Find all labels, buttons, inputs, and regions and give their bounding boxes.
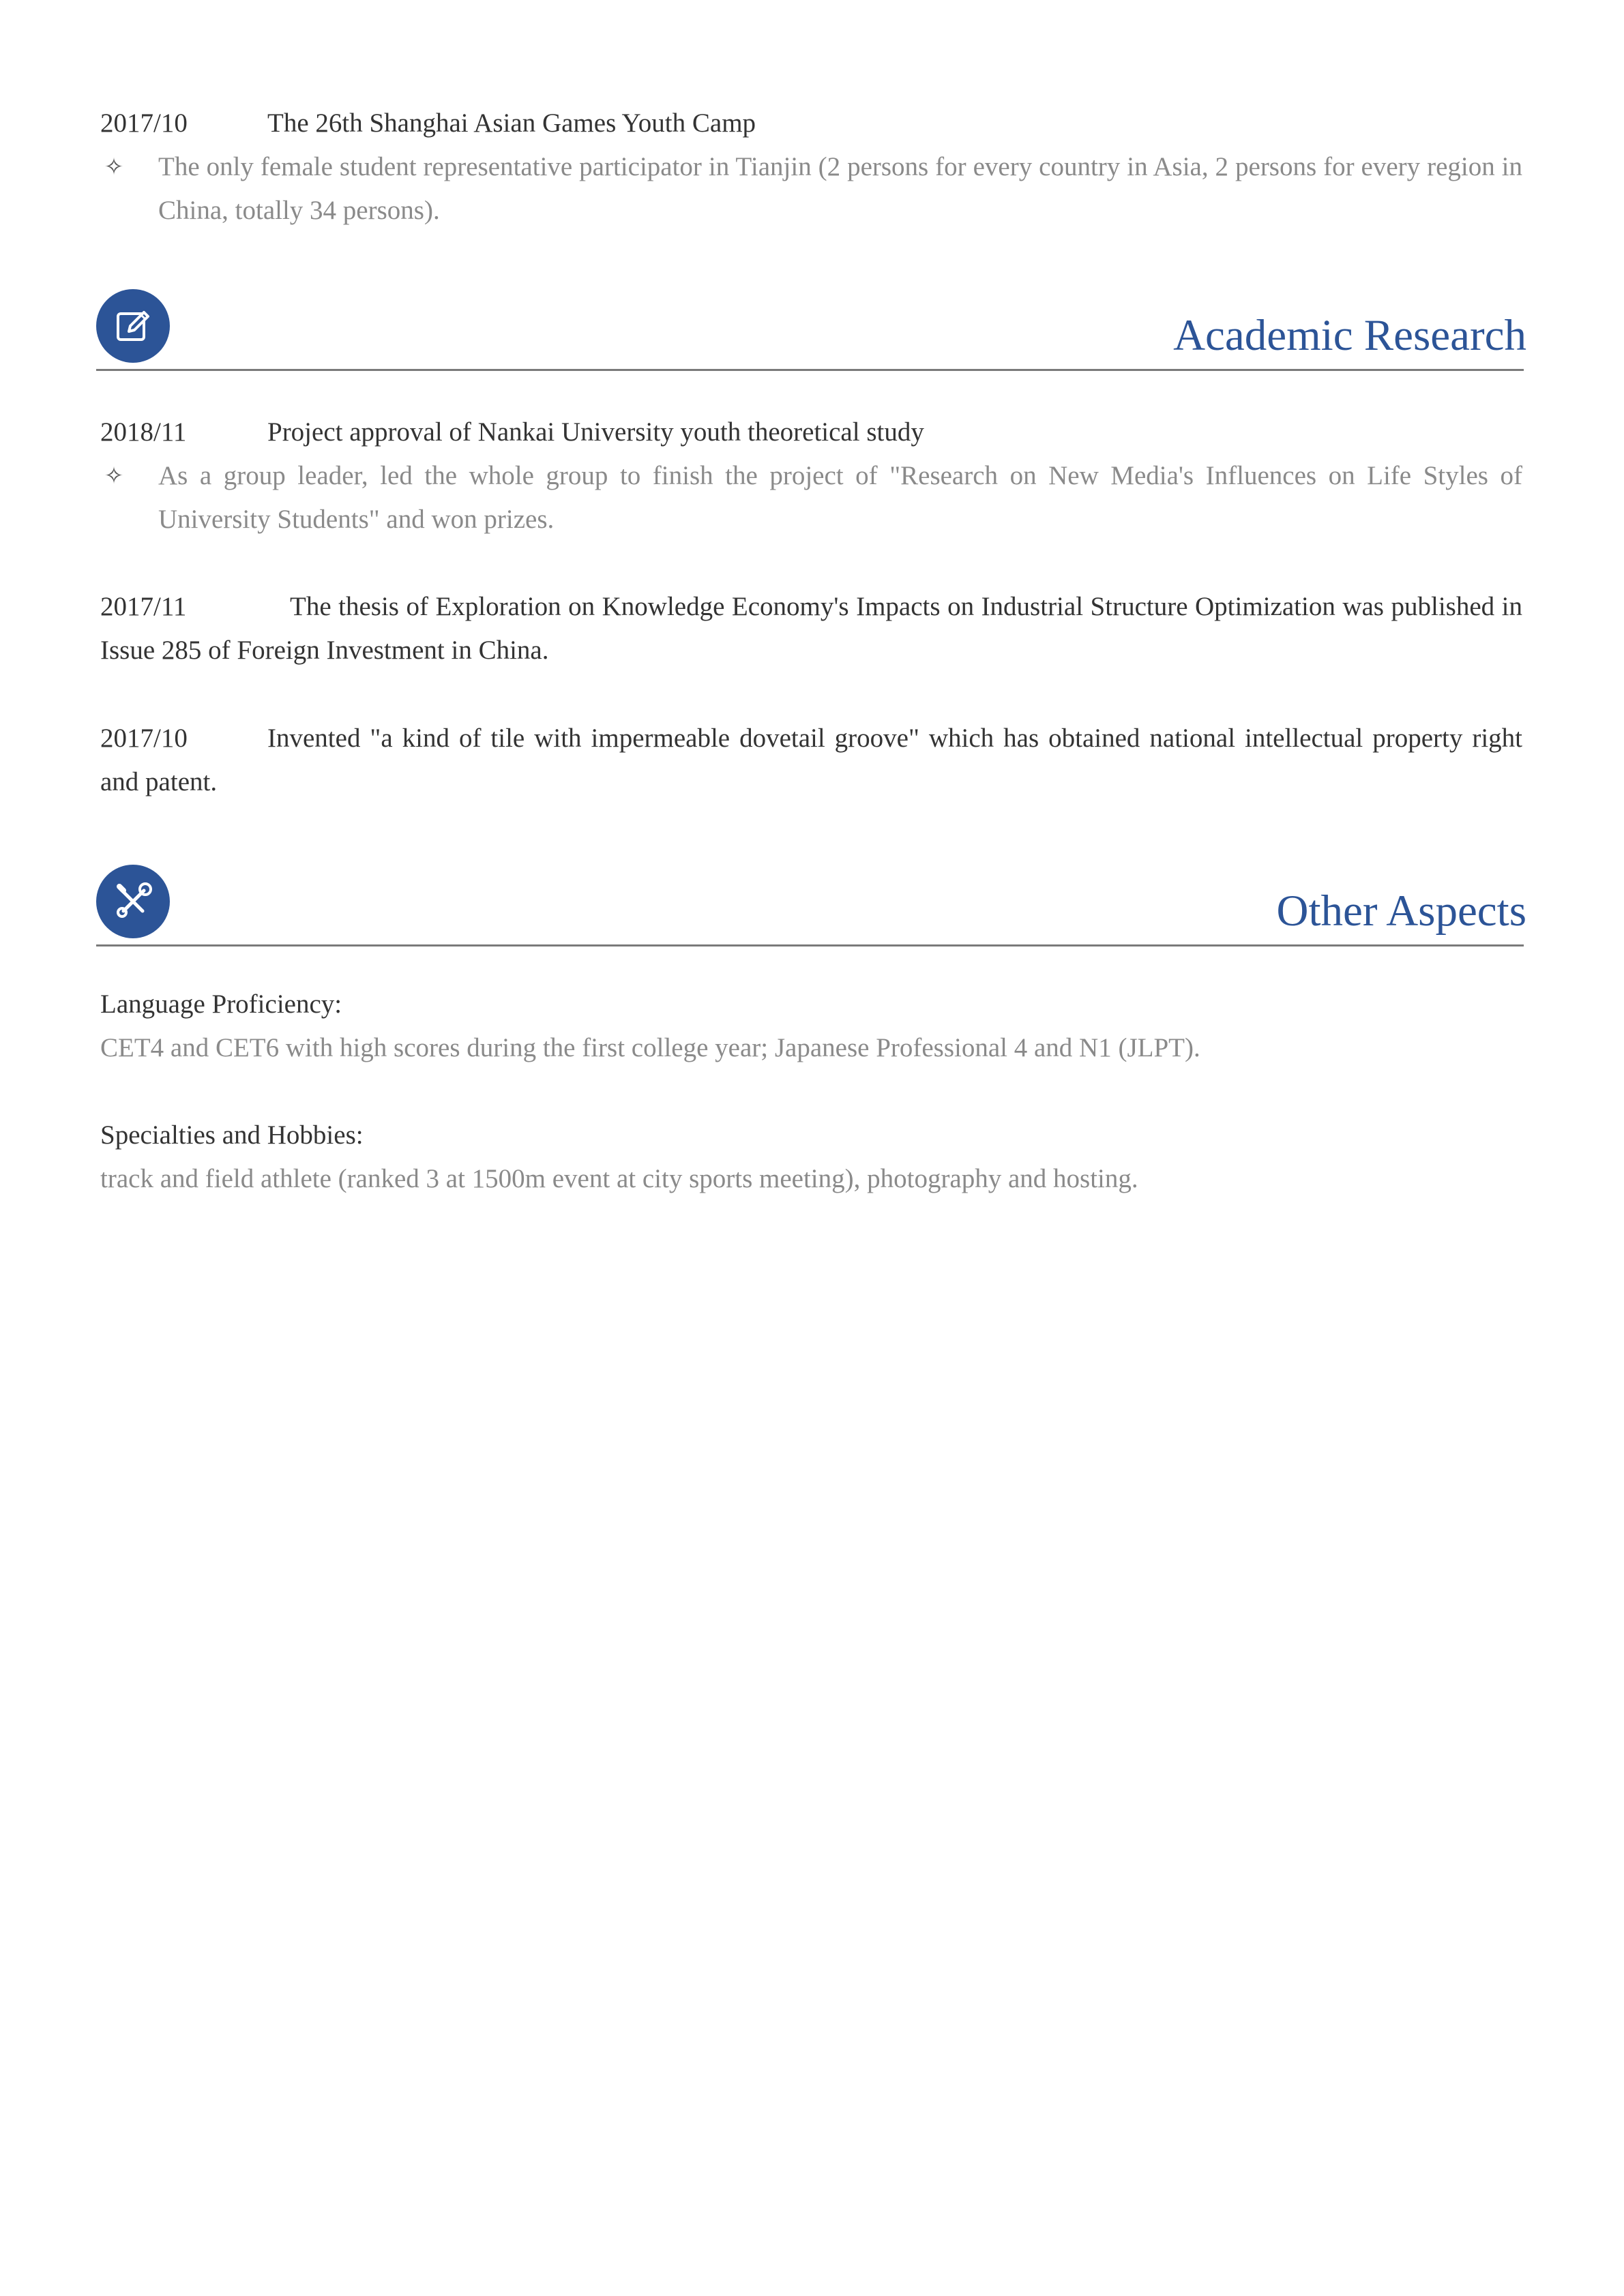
bullet-text: As a group leader, led the whole group to finish the project of "Research on New Media's Influences on Life Styles of University Students" and won prizes. (158, 461, 1522, 534)
patent-entry (100, 717, 1522, 804)
entry-date: 2017/10 (100, 724, 188, 753)
entry-date: 2017/10 (100, 108, 188, 138)
entry-date: 2018/11 (100, 417, 187, 447)
academic-research-header (96, 289, 1524, 371)
language-proficiency-value: CET4 and CET6 with high scores during the first college year; Japanese Professional 4 and N1 (JLPT). (100, 1033, 1200, 1062)
thesis-entry (100, 585, 1522, 672)
tools-icon (96, 865, 170, 938)
youth-camp-entry (100, 102, 1522, 233)
entry-bullet (100, 454, 1522, 541)
entry-header (100, 411, 1522, 454)
section-title: Other Aspects (1276, 886, 1526, 936)
diamond-bullet-icon: ✧ (104, 462, 124, 490)
entry-title: Project approval of Nankai University youth theoretical study (267, 417, 924, 447)
diamond-bullet-icon: ✧ (104, 153, 124, 181)
section-divider (96, 369, 1524, 371)
specialties-hobbies-label: Specialties and Hobbies: (100, 1120, 364, 1150)
entry-text: Invented "a kind of tile with impermeable dovetail groove" which has obtained national intellectual property right and patent. (100, 724, 1522, 796)
entry-bullet (100, 145, 1522, 233)
other-aspects-header (96, 865, 1524, 946)
language-proficiency-label: Language Proficiency: (100, 989, 342, 1019)
edit-icon (96, 289, 170, 363)
section-divider (96, 944, 1524, 946)
entry-date: 2017/11 (100, 592, 187, 621)
specialties-hobbies-value: track and field athlete (ranked 3 at 1500m event at city sports meeting), photography and hosting. (100, 1164, 1138, 1193)
entry-header (100, 102, 1522, 145)
section-title: Academic Research (1173, 311, 1526, 360)
bullet-text: The only female student representative participator in Tianjin (2 persons for every country in Asia, 2 persons for every region in China, totally 34 persons). (158, 152, 1522, 225)
project-approval-entry (100, 411, 1522, 541)
entry-text: The thesis of Exploration on Knowledge Economy's Impacts on Industrial Structure Optimization was published in Issue 285 of Foreign Investment in China. (100, 592, 1522, 665)
entry-title: The 26th Shanghai Asian Games Youth Camp (267, 108, 756, 138)
